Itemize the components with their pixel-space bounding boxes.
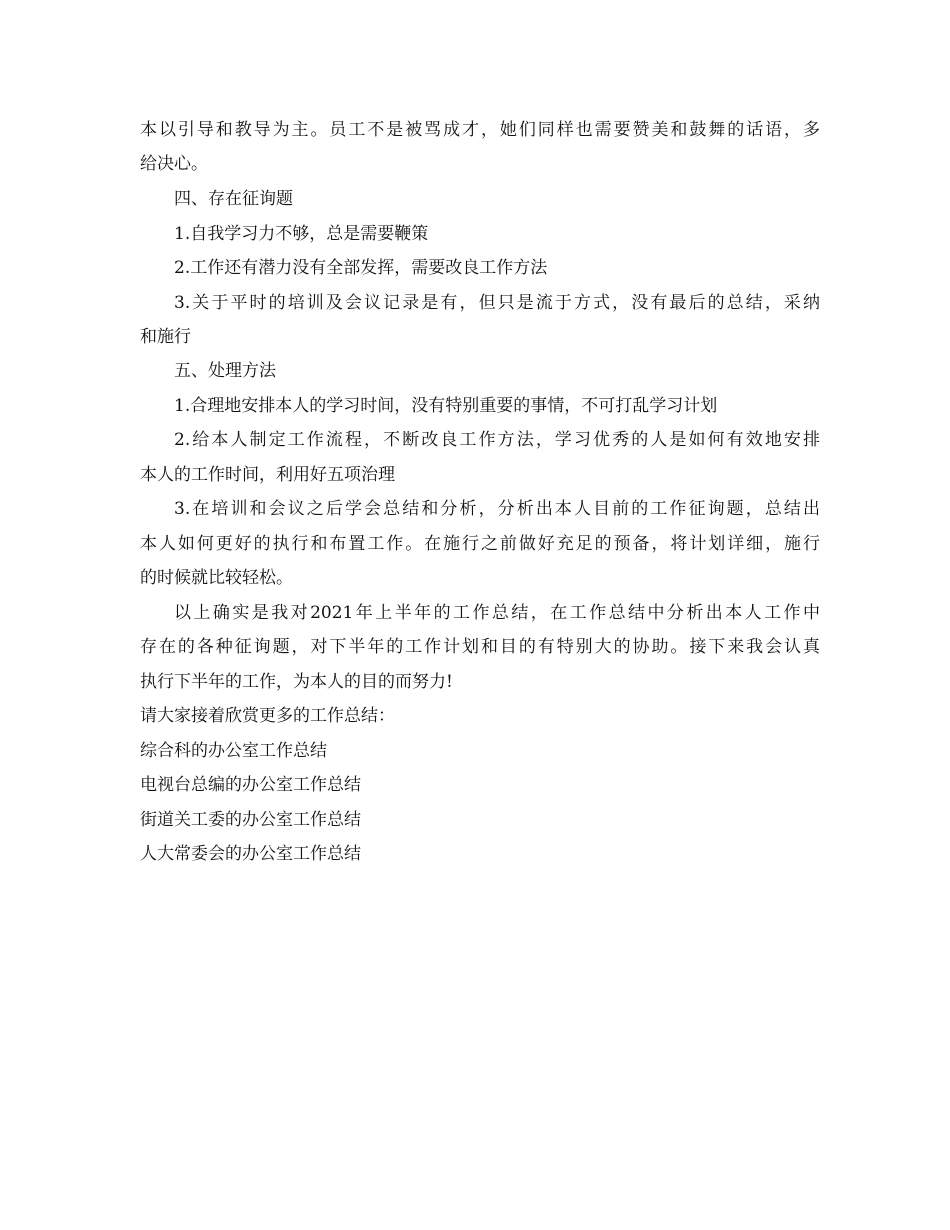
related-heading: 请大家接着欣赏更多的工作总结： xyxy=(140,706,395,726)
paragraph-line: 的时候就比较轻松。 xyxy=(140,568,293,588)
paragraph-line: 和施行 xyxy=(140,327,191,347)
paragraph-line: 本人如何更好的执行和布置工作。在施行之前做好充足的预备，将计划详细，施行 xyxy=(140,534,820,554)
list-item: 1.合理地安排本人的学习时间，没有特别重要的事情，不可打乱学习计划 xyxy=(174,396,718,416)
paragraph-line: 本人的工作时间，利用好五项治理 xyxy=(140,465,395,485)
list-item: 2.给本人制定工作流程，不断改良工作方法，学习优秀的人是如何有效地安排 xyxy=(174,430,820,450)
list-item: 1.自我学习力不够，总是需要鞭策 xyxy=(174,224,429,244)
list-item: 2.工作还有潜力没有全部发挥，需要改良工作方法 xyxy=(174,258,548,278)
section-heading: 五、处理方法 xyxy=(174,361,276,381)
related-link[interactable]: 电视台总编的办公室工作总结 xyxy=(140,775,361,795)
paragraph-line: 存在的各种征询题，对下半年的工作计划和目的有特别大的协助。接下来我会认真 xyxy=(140,637,820,657)
paragraph-line: 本以引导和教导为主。员工不是被骂成才，她们同样也需要赞美和鼓舞的话语，多 xyxy=(140,120,820,140)
related-link[interactable]: 人大常委会的办公室工作总结 xyxy=(140,844,361,864)
paragraph-line: 执行下半年的工作，为本人的目的而努力! xyxy=(140,672,453,692)
related-link[interactable]: 综合科的办公室工作总结 xyxy=(140,741,327,761)
paragraph-line: 以上确实是我对2021年上半年的工作总结，在工作总结中分析出本人工作中 xyxy=(174,603,820,623)
section-heading: 四、存在征询题 xyxy=(174,189,293,209)
paragraph-line: 给决心。 xyxy=(140,154,208,174)
related-link[interactable]: 街道关工委的办公室工作总结 xyxy=(140,810,361,830)
list-item: 3.关于平时的培训及会议记录是有，但只是流于方式，没有最后的总结，采纳 xyxy=(174,293,820,313)
list-item: 3.在培训和会议之后学会总结和分析，分析出本人目前的工作征询题，总结出 xyxy=(174,499,820,519)
